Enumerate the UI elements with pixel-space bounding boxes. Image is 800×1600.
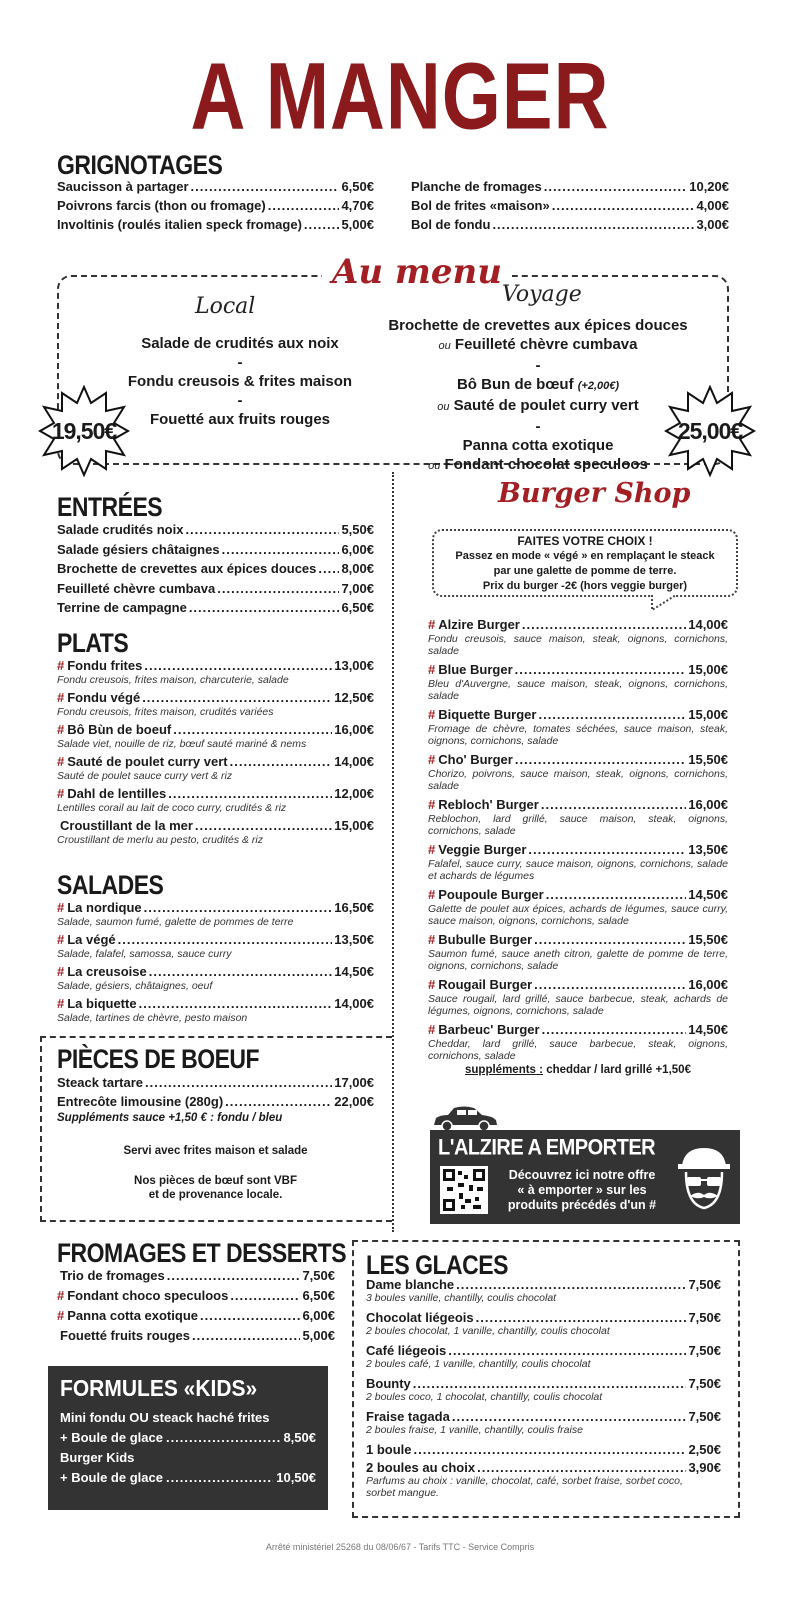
takeaway-hash: # <box>428 977 436 992</box>
item-price: 5,00€ <box>341 217 374 232</box>
menu-item <box>428 842 728 882</box>
menu-line: Fondu creusois & frites maison <box>127 373 353 390</box>
item-name: Bô Bùn de boeuf <box>67 722 172 737</box>
callout-tail-icon <box>650 594 680 612</box>
item-name: Entrecôte limousine (280g) <box>57 1094 224 1109</box>
boeuf-list <box>57 1073 374 1125</box>
item-price: 7,50€ <box>688 1277 721 1292</box>
item-name: Planche de fromages <box>411 179 542 194</box>
callout-title: FAITES VOTRE CHOIX ! <box>517 534 653 548</box>
item-name: Veggie Burger <box>438 842 527 857</box>
item-name: Bol de frites «maison» <box>411 198 550 213</box>
item-name: Brochette de crevettes aux épices douces <box>57 561 317 576</box>
item-name: Poivrons farcis (thon ou fromage) <box>57 198 266 213</box>
takeaway-hash: # <box>57 754 65 769</box>
item-price: 15,00€ <box>334 818 374 833</box>
plats-heading: PLATS <box>57 628 129 658</box>
item-name: Dame blanche <box>366 1277 455 1292</box>
item-description: Fondu creusois, frites maison, crudités variées <box>57 706 274 718</box>
menu-item <box>57 1073 374 1092</box>
entrees-list <box>57 520 374 618</box>
item-price: 16,00€ <box>688 977 728 992</box>
item-price: 16,00€ <box>334 722 374 737</box>
item-description: Fondu creusois, frites maison, charcuterie, salade <box>57 674 289 686</box>
item-description: Salade, falafel, samossa, sauce curry <box>57 948 232 960</box>
grignotages-heading: GRIGNOTAGES <box>57 150 223 180</box>
au-menu-heading: Au menu <box>322 252 512 292</box>
item-description: Fondu creusois, sauce maison, steak, oignons, cornichons, salade <box>428 633 728 657</box>
item-description: Cheddar, lard grillé, sauce barbecue, steak, oignons, cornichons, salade <box>428 1038 728 1062</box>
local-price: 19,50€ <box>51 417 117 444</box>
takeaway-hash: # <box>57 690 65 705</box>
item-price: 16,50€ <box>334 900 374 915</box>
page-title: A MANGER <box>190 43 610 150</box>
item-price: 16,00€ <box>688 797 728 812</box>
menu-item <box>57 900 374 928</box>
item-name: Bounty <box>366 1376 411 1391</box>
kids-item-name: + Boule de glace <box>60 1430 163 1445</box>
item-name: Rebloch' Burger <box>438 797 539 812</box>
takeaway-hash: # <box>57 1288 65 1303</box>
menu-line <box>378 455 698 476</box>
item-price: 8,00€ <box>341 561 374 576</box>
item-name: Feuilleté chèvre cumbava <box>57 580 216 596</box>
takeaway-hash: # <box>428 932 436 947</box>
takeaway-hash: # <box>428 797 436 812</box>
menu-item <box>428 932 728 972</box>
item-description: Salade, saumon fumé, galette de pommes de terre <box>57 916 294 928</box>
item-price: 14,50€ <box>688 887 728 902</box>
takeaway-hash: # <box>428 617 436 632</box>
burger-callout <box>432 529 738 597</box>
takeaway-hash: # <box>57 658 65 673</box>
grignotages-right-list <box>411 177 729 234</box>
menu-separator: - <box>535 357 541 374</box>
menu-item <box>57 579 374 599</box>
menu-item <box>57 996 374 1024</box>
item-description: Reblochon, lard grillé, sauce maison, steak, oignons, cornichons, salade <box>428 813 728 837</box>
voyage-price-badge <box>664 385 756 477</box>
boeuf-supplements: Suppléments sauce +1,50 € : fondu / bleu <box>57 1112 283 1124</box>
item-price: 14,50€ <box>688 1022 728 1037</box>
vintage-car-icon <box>430 1105 500 1131</box>
item-price: 7,50€ <box>688 1376 721 1391</box>
takeaway-hash: # <box>428 752 436 767</box>
item-price: 6,00€ <box>302 1308 335 1323</box>
callout-line: par une galette de pomme de terre. <box>493 565 677 577</box>
item-name: 2 boules au choix <box>366 1460 476 1475</box>
item-price: 13,00€ <box>334 658 374 673</box>
menu-item <box>57 964 374 992</box>
emporter-heading: L'ALZIRE A EMPORTER <box>438 1136 656 1161</box>
menu-item <box>57 1286 335 1306</box>
kids-item-price: 10,50€ <box>276 1470 316 1485</box>
item-price: 15,00€ <box>688 662 728 677</box>
item-name: Salade gésiers châtaignes <box>57 541 220 557</box>
menu-item <box>57 540 374 560</box>
item-price: 5,00€ <box>302 1328 335 1343</box>
plats-list <box>57 658 374 850</box>
footer-legal: Arrêté ministériel 25268 du 08/06/67 - Tarifs TTC - Service Compris <box>265 1542 535 1552</box>
menu-line-text: Feuilleté chèvre cumbava <box>454 336 638 353</box>
item-description: Salade viet, nouille de riz, bœuf sauté mariné & nems <box>57 738 307 750</box>
menu-line-text: Sauté de poulet curry vert <box>453 397 639 414</box>
menu-item <box>411 196 729 215</box>
kids-item <box>60 1428 316 1448</box>
item-name: Croustillant de la mer <box>60 818 193 833</box>
menu-item <box>366 1460 721 1499</box>
item-price: 6,00€ <box>341 541 374 557</box>
item-description: 3 boules vanille, chantilly, coulis chocolat <box>366 1292 557 1304</box>
menu-item <box>428 1022 728 1062</box>
item-price: 13,50€ <box>334 932 374 947</box>
item-price: 6,50€ <box>302 1288 335 1303</box>
item-description: Falafel, sauce curry, sauce maison, oignons, cornichons, salade et achards de légumes <box>428 858 728 882</box>
burger-supplements <box>428 1064 728 1076</box>
item-name: Fondu frites <box>67 658 143 673</box>
supplement-label: (+2,00€) <box>577 380 620 392</box>
menu-separator: - <box>237 392 243 409</box>
item-name: Panna cotta exotique <box>67 1308 198 1323</box>
item-price: 7,00€ <box>341 580 374 596</box>
item-price: 7,50€ <box>688 1409 721 1424</box>
takeaway-hash: # <box>428 842 436 857</box>
menu-line <box>378 396 698 417</box>
item-name: Terrine de campagne <box>57 600 187 615</box>
qr-code-icon <box>443 1169 485 1211</box>
menu-item <box>57 754 374 782</box>
takeaway-hash: # <box>57 722 65 737</box>
item-price: 7,50€ <box>688 1343 721 1358</box>
glaces-list <box>366 1277 721 1503</box>
menu-item <box>57 1306 335 1326</box>
menu-line: Fouetté aux fruits rouges <box>149 411 331 428</box>
item-price: 7,50€ <box>302 1268 335 1283</box>
item-description: 2 boules fraise, 1 vanille, chantilly, coulis fraise <box>366 1424 583 1436</box>
emporter-line: produits précédés d'un # <box>507 1198 657 1212</box>
item-name: Trio de fromages <box>60 1268 165 1283</box>
item-name: Cho' Burger <box>438 752 513 767</box>
menu-item <box>57 520 374 540</box>
menu-item <box>411 177 729 196</box>
item-name: Alzire Burger <box>438 617 520 632</box>
item-price: 10,20€ <box>689 179 729 194</box>
item-description: Parfums au choix : vanille, chocolat, café, sorbet fraise, sorbet coco, sorbet mangue. <box>366 1475 683 1499</box>
supplements-label: suppléments : <box>465 1064 543 1076</box>
menu-separator: - <box>535 418 541 435</box>
item-name: La nordique <box>67 900 142 915</box>
voyage-heading: Voyage <box>502 282 582 307</box>
item-description: Fromage de chèvre, tomates séchées, sauce maison, steak, oignons, cornichons, salade <box>428 723 728 747</box>
menu-line: Brochette de crevettes aux épices douces <box>388 317 688 334</box>
kids-panel <box>48 1366 328 1510</box>
salades-heading: SALADES <box>57 870 164 900</box>
takeaway-hash: # <box>428 1022 436 1037</box>
takeaway-hash: # <box>57 996 65 1011</box>
boeuf-note-2b: et de provenance locale. <box>148 1189 283 1201</box>
item-name: Biquette Burger <box>438 707 537 722</box>
item-name: Blue Burger <box>438 662 513 677</box>
menu-item <box>57 559 374 579</box>
menu-item <box>57 786 374 814</box>
item-price: 5,50€ <box>341 522 374 537</box>
item-name: Poupoule Burger <box>438 887 544 902</box>
emporter-line: « à emporter » sur les <box>517 1183 647 1197</box>
item-price: 4,00€ <box>696 198 729 213</box>
item-name: Fondant choco speculoos <box>67 1288 229 1303</box>
item-name: Steack tartare <box>57 1075 143 1090</box>
menu-item <box>57 932 374 960</box>
item-description: Bleu d'Auvergne, sauce maison, steak, oignons, cornichons, salade <box>428 678 728 702</box>
fromages-heading: FROMAGES ET DESSERTS <box>57 1238 347 1268</box>
menu-item <box>366 1277 721 1304</box>
item-price: 12,00€ <box>334 786 374 801</box>
item-name: Café liégeois <box>366 1343 447 1358</box>
item-price: 2,50€ <box>688 1442 721 1457</box>
menu-item <box>57 658 374 686</box>
menu-line <box>378 375 698 396</box>
item-name: Salade crudités noix <box>57 522 184 537</box>
menu-item <box>57 598 374 618</box>
menu-line-text: Fondant chocolat speculoos <box>444 456 648 473</box>
item-description: Croustillant de merlu au pesto, crudités & riz <box>57 834 264 846</box>
item-description: 2 boules coco, 1 chocolat, chantilly, coulis chocolat <box>366 1391 603 1403</box>
menu-item <box>57 177 374 196</box>
item-name: Involtinis (roulés italien speck fromage) <box>57 217 302 232</box>
takeaway-hash: # <box>57 932 65 947</box>
menu-item <box>366 1310 721 1337</box>
menu-item <box>428 887 728 927</box>
item-price: 7,50€ <box>688 1310 721 1325</box>
hipster-face-icon <box>674 1142 734 1218</box>
item-price: 3,90€ <box>688 1460 721 1475</box>
menu-item <box>428 797 728 837</box>
local-price-badge <box>38 385 130 477</box>
item-description: Galette de poulet aux épices, achards de légumes, sauce curry, sauce maison, oignons, cornichons, salade <box>428 903 728 927</box>
menu-item <box>57 215 374 234</box>
item-name: Saucisson à partager <box>57 179 189 194</box>
menu-item <box>57 1266 335 1286</box>
fromages-list <box>57 1266 335 1346</box>
item-name: La végé <box>67 932 116 947</box>
item-name: La creusoise <box>67 964 147 979</box>
takeaway-hash: # <box>57 786 65 801</box>
item-description: Saumon fumé, sauce aneth citron, galette de pomme de terre, oignons, cornichons, salade <box>428 948 728 972</box>
or-label: ou <box>428 460 441 472</box>
menu-item <box>57 1092 374 1111</box>
item-name: Bubulle Burger <box>438 932 533 947</box>
item-price: 6,50€ <box>341 179 374 194</box>
qr-code[interactable] <box>440 1166 488 1214</box>
boeuf-note-2a: Nos pièces de bœuf sont VBF <box>134 1175 297 1187</box>
callout-line: Passez en mode « végé » en remplaçant le steack <box>455 550 715 562</box>
takeaway-hash: # <box>57 964 65 979</box>
item-description: Chorizo, poivrons, sauce maison, steak, oignons, cornichons, salade <box>428 768 728 792</box>
kids-list <box>60 1408 316 1488</box>
callout-line: Prix du burger -2€ (hors veggie burger) <box>482 580 688 592</box>
grignotages-left-list <box>57 177 374 234</box>
voyage-menu-lines <box>378 316 698 476</box>
menu-item <box>366 1343 721 1370</box>
or-label: ou <box>438 340 451 352</box>
voyage-price: 25,00€ <box>677 417 743 444</box>
item-name: Chocolat liégeois <box>366 1310 474 1325</box>
item-price: 14,00€ <box>688 617 728 632</box>
menu-item <box>366 1442 721 1457</box>
item-price: 15,50€ <box>688 752 728 767</box>
item-price: 15,00€ <box>688 707 728 722</box>
menu-line <box>378 335 698 356</box>
emporter-text <box>498 1168 666 1213</box>
item-price: 15,50€ <box>688 932 728 947</box>
menu-item <box>57 196 374 215</box>
item-price: 4,70€ <box>341 198 374 213</box>
item-description: Salade, tartines de chèvre, pesto maison <box>57 1012 248 1024</box>
menu-item <box>366 1409 721 1436</box>
supplements-text: cheddar / lard grillé +1,50€ <box>546 1064 691 1076</box>
item-price: 14,00€ <box>334 996 374 1011</box>
boeuf-note-1: Servi avec frites maison et salade <box>123 1145 308 1157</box>
item-price: 13,50€ <box>688 842 728 857</box>
local-menu-lines <box>100 334 380 429</box>
takeaway-hash: # <box>57 1308 65 1323</box>
item-description: Sauté de poulet sauce curry vert & riz <box>57 770 233 782</box>
kids-line: Mini fondu OU steack haché frites <box>60 1410 270 1425</box>
local-heading: Local <box>195 294 256 319</box>
menu-item <box>428 977 728 1017</box>
menu-item <box>411 215 729 234</box>
menu-item <box>428 707 728 747</box>
item-price: 3,00€ <box>696 217 729 232</box>
kids-line: Burger Kids <box>60 1450 135 1465</box>
column-divider <box>392 472 394 1232</box>
menu-item <box>57 690 374 718</box>
item-name: Rougail Burger <box>438 977 533 992</box>
menu-item <box>57 1326 335 1346</box>
kids-item-name: + Boule de glace <box>60 1470 163 1485</box>
kids-item <box>60 1468 316 1488</box>
item-name: Dahl de lentilles <box>67 786 167 801</box>
menu-item <box>57 818 374 846</box>
menu-line: Salade de crudités aux noix <box>141 335 339 352</box>
item-name: Barbeuc' Burger <box>438 1022 540 1037</box>
menu-item <box>428 662 728 702</box>
item-description: Salade, gésiers, châtaignes, oeuf <box>57 980 213 992</box>
menu-item <box>428 617 728 657</box>
item-name: Fouetté fruits rouges <box>60 1328 191 1343</box>
item-price: 6,50€ <box>341 600 374 615</box>
item-price: 14,50€ <box>334 964 374 979</box>
glaces-heading: LES GLACES <box>366 1250 508 1280</box>
item-name: Bol de fondu <box>411 217 491 232</box>
burger-shop-heading: Burger Shop <box>498 478 691 509</box>
menu-item <box>366 1376 721 1403</box>
salades-list <box>57 900 374 1028</box>
menu-line: Panna cotta exotique <box>462 437 614 454</box>
item-name: La biquette <box>67 996 137 1011</box>
menu-line-text: Bô Bun de bœuf <box>456 376 574 393</box>
item-price: 17,00€ <box>334 1075 374 1090</box>
item-price: 22,00€ <box>334 1094 374 1109</box>
item-description: Lentilles corail au lait de coco curry, crudités & riz <box>57 802 287 814</box>
item-name: 1 boule <box>366 1442 412 1457</box>
menu-separator: - <box>237 354 243 371</box>
item-name: Fraise tagada <box>366 1409 450 1424</box>
item-description: Sauce rougail, lard grillé, sauce barbecue, steak, achards de légumes, oignons, cornichons, salade <box>428 993 728 1017</box>
boeuf-note <box>57 1144 374 1202</box>
menu-item <box>428 752 728 792</box>
kids-item-price: 8,50€ <box>283 1430 316 1445</box>
item-name: Sauté de poulet curry vert <box>67 754 228 769</box>
kids-heading: FORMULES «KIDS» <box>60 1376 258 1402</box>
menu-item <box>57 722 374 750</box>
item-name: Fondu végé <box>67 690 141 705</box>
takeaway-hash: # <box>428 662 436 677</box>
item-description: 2 boules café, 1 vanille, chantilly, coulis chocolat <box>366 1358 591 1370</box>
boeuf-heading: PIÈCES DE BOEUF <box>57 1044 260 1074</box>
item-price: 14,00€ <box>334 754 374 769</box>
takeaway-hash: # <box>428 707 436 722</box>
takeaway-hash: # <box>428 887 436 902</box>
or-label: ou <box>437 401 450 413</box>
item-price: 12,50€ <box>334 690 374 705</box>
item-description: 2 boules chocolat, 1 vanille, chantilly, coulis chocolat <box>366 1325 610 1337</box>
entrees-heading: ENTRÉES <box>57 492 163 522</box>
takeaway-hash: # <box>57 900 65 915</box>
burger-list <box>428 617 728 1076</box>
emporter-panel <box>430 1130 740 1224</box>
emporter-line: Découvrez ici notre offre <box>508 1168 656 1182</box>
